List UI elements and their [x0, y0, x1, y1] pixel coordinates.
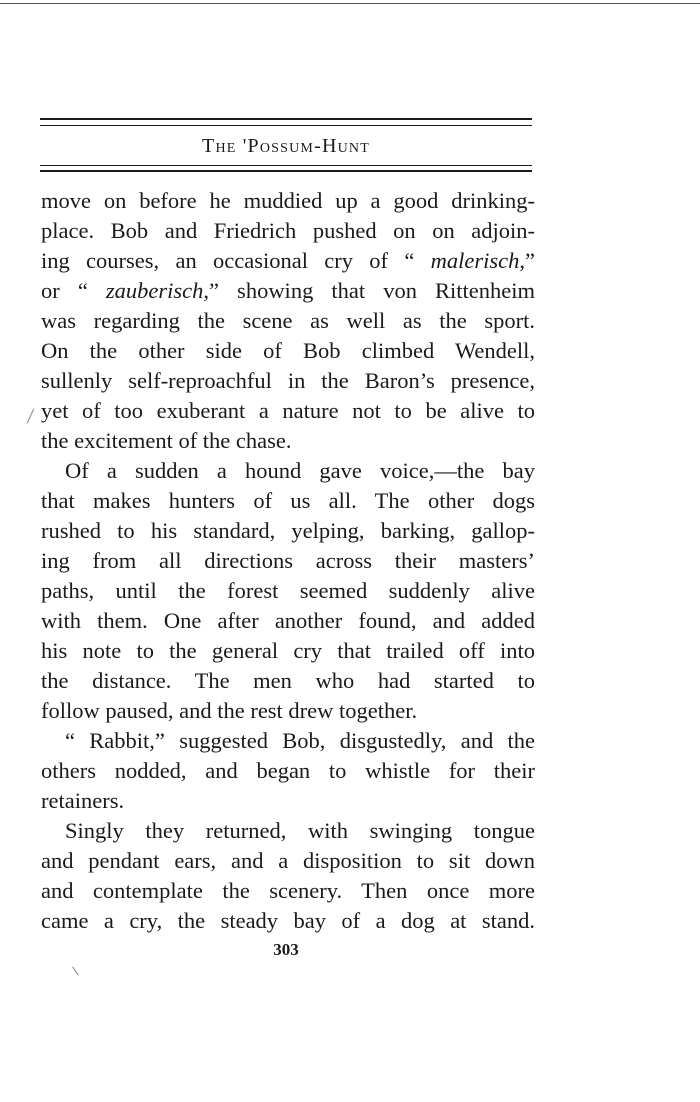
text-line: move on before he muddied up a good drinking-: [41, 188, 535, 213]
text-line: others nodded, and began to whistle for their: [41, 758, 535, 783]
paragraph-start-line: Singly they returned, with swinging tongue: [65, 818, 535, 843]
paragraph-end-line: the excitement of the chase.: [41, 428, 292, 453]
page-top-edge: [0, 3, 700, 4]
text-line: with them. One after another found, and added: [41, 608, 535, 633]
margin-speck: [72, 967, 79, 976]
header-rule-bottom-thick: [40, 170, 532, 172]
text-line: ing from all directions across their masters’: [41, 548, 535, 573]
text-line: the distance. The men who had started to: [41, 668, 535, 693]
paragraph-end-line: follow paused, and the rest drew together.: [41, 698, 418, 723]
text-line: came a cry, the steady bay of a dog at stand.: [41, 908, 535, 933]
text-line: rushed to his standard, yelping, barking, gallop-: [41, 518, 535, 543]
text-line: and pendant ears, and a disposition to sit down: [41, 848, 535, 873]
italic-word: zauberisch: [105, 278, 204, 303]
text-line: and contemplate the scenery. Then once more: [41, 878, 535, 903]
running-head: The 'Possum-Hunt: [202, 135, 370, 157]
text-line: or “ zauberisch,” showing that von Rittenheim: [41, 278, 535, 303]
italic-word: malerisch: [430, 248, 520, 273]
paragraph-end-line: retainers.: [41, 788, 125, 813]
header-rule-bottom-thin: [40, 165, 532, 166]
body-text: [41, 186, 535, 936]
page-number: 303: [273, 940, 299, 959]
text-line: On the other side of Bob climbed Wendell,: [41, 338, 535, 363]
header-rule-top-thin: [40, 125, 532, 126]
paragraph-start-line: “ Rabbit,” suggested Bob, disgustedly, and the: [65, 728, 535, 753]
paragraph-start-line: Of a sudden a hound gave voice,—the bay: [65, 458, 535, 483]
header-rule-top-thick: [40, 118, 532, 120]
text-line: ing courses, an occasional cry of “ malerisch,”: [41, 248, 535, 273]
text-line: yet of too exuberant a nature not to be alive to: [41, 398, 535, 423]
text-line: that makes hunters of us all. The other dogs: [41, 488, 535, 513]
text-line: sullenly self-reproachful in the Baron’s presence,: [41, 368, 535, 393]
text-line: place. Bob and Friedrich pushed on on adjoin-: [41, 218, 535, 243]
text-line: paths, until the forest seemed suddenly alive: [41, 578, 535, 603]
margin-pencil-mark: [27, 409, 35, 424]
text-line: his note to the general cry that trailed off into: [41, 638, 535, 663]
text-line: was regarding the scene as well as the sport.: [41, 308, 535, 333]
